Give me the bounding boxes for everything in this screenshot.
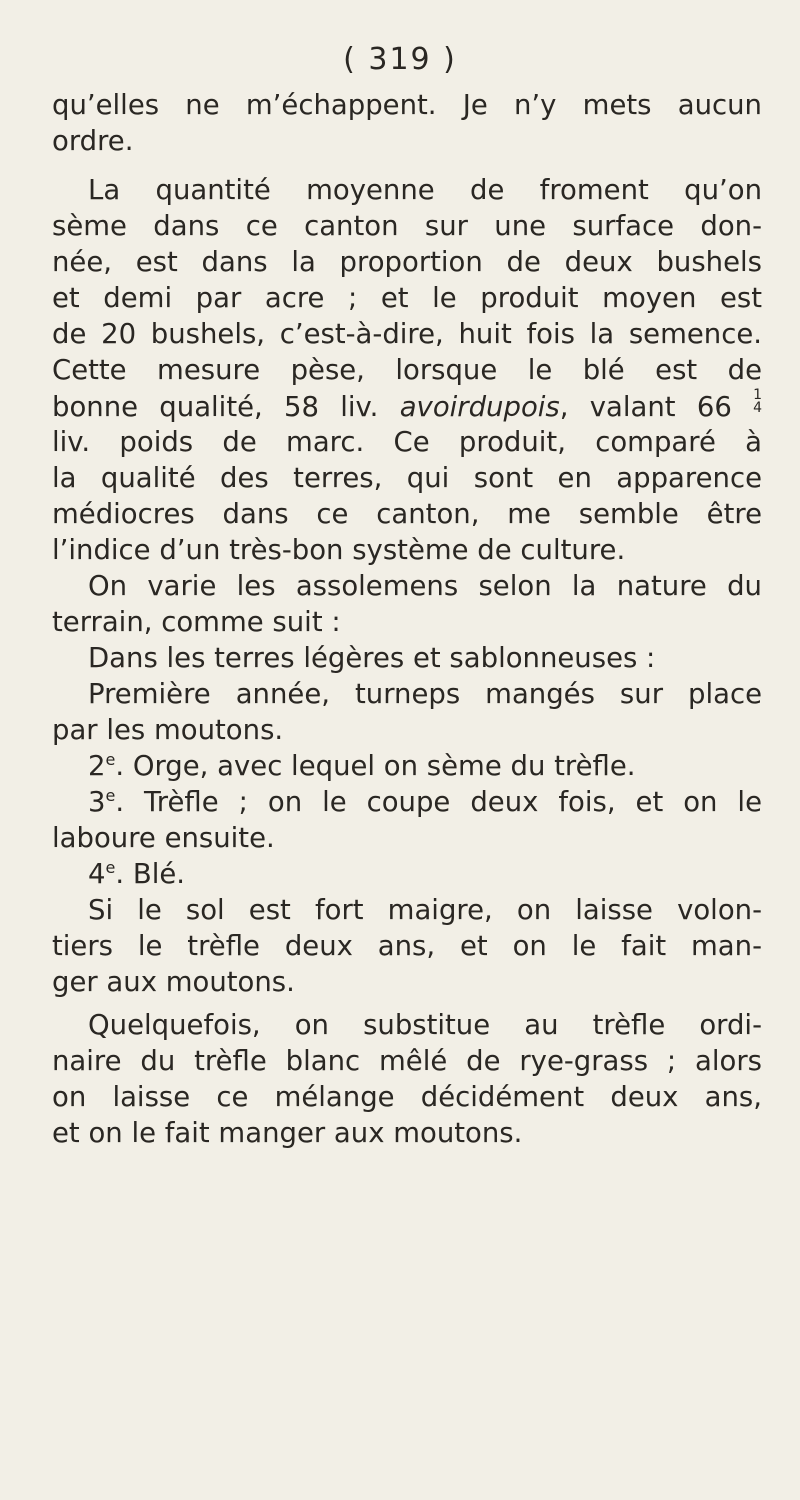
text-line: laboure ensuite. bbox=[52, 822, 275, 854]
text-line: On varie les assolemens selon la nature du bbox=[88, 570, 762, 602]
text-segment: . Orge, avec lequel on sème du trèfle. bbox=[115, 750, 636, 782]
text-line: médiocres dans ce canton, me semble être bbox=[52, 498, 762, 530]
text-line bbox=[88, 785, 762, 819]
text-line: et on le fait manger aux moutons. bbox=[52, 1117, 523, 1149]
text-line: ordre. bbox=[52, 125, 134, 157]
text-line: tiers le trèfle deux ans, et on le fait man- bbox=[52, 930, 762, 962]
text-line: Dans les terres légères et sablonneuses : bbox=[88, 642, 656, 674]
page-number: ( 319 ) bbox=[343, 42, 457, 77]
text-line: l’indice d’un très-bon système de culture. bbox=[52, 534, 626, 566]
ordinal-suffix: e bbox=[105, 858, 116, 877]
fraction bbox=[753, 389, 762, 415]
text-line: née, est dans la proportion de deux bushels bbox=[52, 246, 762, 278]
text-line: terrain, comme suit : bbox=[52, 606, 341, 638]
fraction-numerator: 1 bbox=[753, 387, 763, 403]
text-segment: . Blé. bbox=[115, 858, 185, 890]
text-line bbox=[52, 389, 762, 424]
italic-term: avoirdupois bbox=[399, 391, 560, 423]
text-line: la qualité des terres, qui sont en apparence bbox=[52, 462, 762, 494]
ordinal-suffix: e bbox=[105, 786, 116, 805]
text-line bbox=[88, 857, 185, 891]
text-segment: bonne qualité, 58 liv. bbox=[52, 391, 379, 423]
text-segment: . Trèfle ; on le coupe deux fois, et on le bbox=[115, 786, 762, 818]
text-line: on laisse ce mélange décidément deux ans, bbox=[52, 1081, 762, 1113]
text-line: sème dans ce canton sur une surface don- bbox=[52, 210, 762, 242]
text-line: liv. poids de marc. Ce produit, comparé à bbox=[52, 426, 762, 458]
text-line bbox=[88, 749, 636, 783]
text-line: Cette mesure pèse, lorsque le blé est de bbox=[52, 354, 762, 386]
text-line: La quantité moyenne de froment qu’on bbox=[88, 174, 762, 206]
ordinal: 3 bbox=[88, 786, 106, 818]
text-line: et demi par acre ; et le produit moyen est bbox=[52, 282, 762, 314]
fraction-denominator: 4 bbox=[753, 400, 763, 416]
text-segment: , valant 66 bbox=[559, 391, 732, 423]
text-line: ger aux moutons. bbox=[52, 966, 295, 998]
ordinal: 4 bbox=[88, 858, 106, 890]
text-line: Si le sol est fort maigre, on laisse volon- bbox=[88, 894, 762, 926]
ordinal-suffix: e bbox=[105, 750, 116, 769]
text-line: Quelquefois, on substitue au trèfle ordi- bbox=[88, 1009, 762, 1041]
text-line: naire du trèfle blanc mêlé de rye-grass ; alors bbox=[52, 1045, 762, 1077]
ordinal: 2 bbox=[88, 750, 106, 782]
text-line: qu’elles ne m’échappent. Je n’y mets aucun bbox=[52, 89, 762, 121]
text-line: Première année, turneps mangés sur place bbox=[88, 678, 762, 710]
text-line: de 20 bushels, c’est-à-dire, huit fois la semence. bbox=[52, 318, 762, 350]
text-line: par les moutons. bbox=[52, 714, 284, 746]
